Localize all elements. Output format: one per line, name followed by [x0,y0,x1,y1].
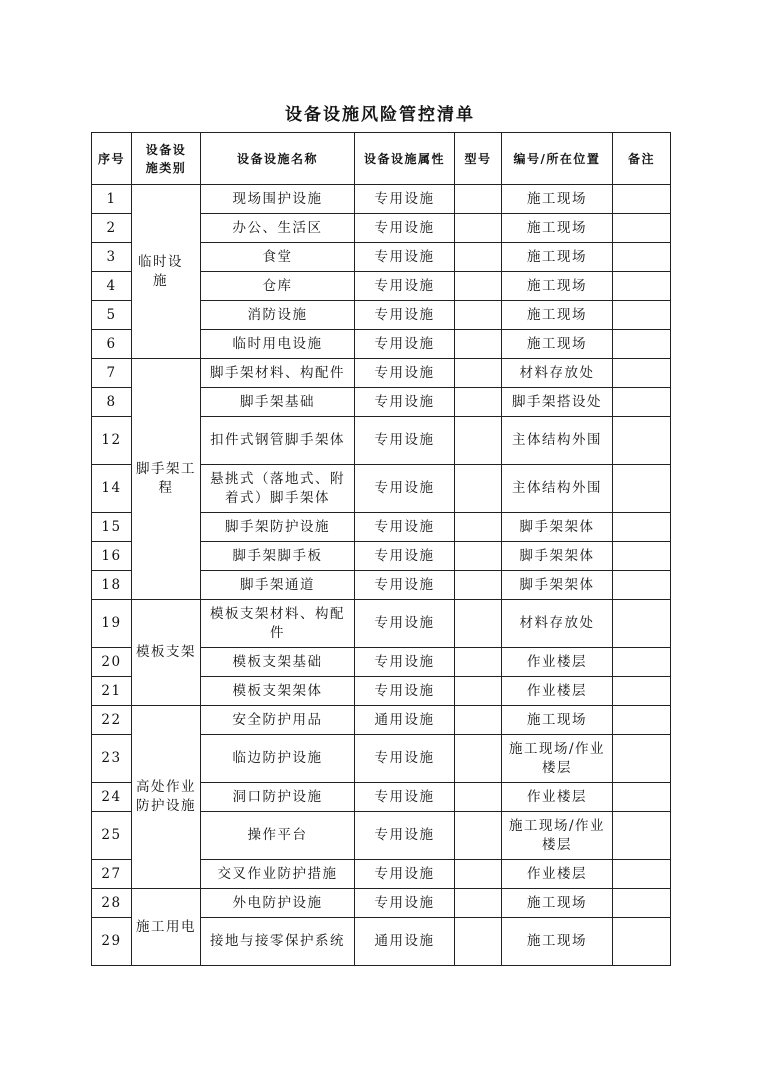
remark-cell [613,243,671,272]
row-serial-number: 23 [92,735,132,783]
remark-cell [613,185,671,214]
location-cell: 施工现场 [502,243,613,272]
location-cell: 作业楼层 [502,783,613,812]
facility-name-cell: 交叉作业防护措施 [201,860,355,889]
facility-attribute-cell: 专用设施 [355,272,455,301]
location-cell: 材料存放处 [502,600,613,648]
facility-attribute-cell: 专用设施 [355,214,455,243]
model-cell [455,272,502,301]
category-cell: 模板支架 [132,600,201,706]
category-cell: 临时设施 [132,185,201,359]
facility-name-cell: 脚手架基础 [201,388,355,417]
model-cell [455,513,502,542]
header-category-line: 施类别 [145,160,187,175]
header-name: 设备设施名称 [201,133,355,185]
facility-name-cell: 操作平台 [201,812,355,860]
row-serial-number: 1 [92,185,132,214]
header-remark: 备注 [613,133,671,185]
row-serial-number: 27 [92,860,132,889]
remark-cell [613,889,671,918]
facility-name-cell: 模板支架架体 [201,677,355,706]
facility-attribute-cell: 专用设施 [355,359,455,388]
row-serial-number: 14 [92,465,132,513]
remark-cell [613,272,671,301]
table-row [92,359,671,388]
location-cell: 作业楼层 [502,648,613,677]
remark-cell [613,860,671,889]
facility-name-cell: 临边防护设施 [201,735,355,783]
category-cell: 高处作业防护设施 [132,706,201,889]
model-cell [455,812,502,860]
model-cell [455,301,502,330]
facility-name-cell: 脚手架防护设施 [201,513,355,542]
facility-name-cell: 悬挑式（落地式、附着式）脚手架体 [201,465,355,513]
row-serial-number: 18 [92,571,132,600]
row-serial-number: 15 [92,513,132,542]
facility-attribute-cell: 专用设施 [355,889,455,918]
location-cell: 脚手架架体 [502,513,613,542]
facility-attribute-cell: 专用设施 [355,735,455,783]
location-cell: 施工现场 [502,918,613,966]
facility-attribute-cell: 通用设施 [355,918,455,966]
row-serial-number: 7 [92,359,132,388]
facility-name-cell: 模板支架基础 [201,648,355,677]
row-serial-number: 2 [92,214,132,243]
facility-attribute-cell: 专用设施 [355,542,455,571]
model-cell [455,214,502,243]
facility-name-cell: 模板支架材料、构配件 [201,600,355,648]
model-cell [455,243,502,272]
location-cell: 施工现场 [502,706,613,735]
row-serial-number: 21 [92,677,132,706]
location-cell: 主体结构外围 [502,417,613,465]
model-cell [455,388,502,417]
remark-cell [613,648,671,677]
row-serial-number: 22 [92,706,132,735]
facility-attribute-cell: 专用设施 [355,417,455,465]
row-serial-number: 24 [92,783,132,812]
facility-attribute-cell: 专用设施 [355,648,455,677]
header-category [132,133,201,185]
row-serial-number: 25 [92,812,132,860]
facility-attribute-cell: 专用设施 [355,677,455,706]
facility-name-cell: 接地与接零保护系统 [201,918,355,966]
model-cell [455,889,502,918]
facility-name-cell: 现场围护设施 [201,185,355,214]
facility-attribute-cell: 专用设施 [355,388,455,417]
table-row [92,706,671,735]
header-serial: 序号 [92,133,132,185]
category-cell: 脚手架工程 [132,359,201,600]
row-serial-number: 6 [92,330,132,359]
model-cell [455,918,502,966]
model-cell [455,330,502,359]
remark-cell [613,542,671,571]
remark-cell [613,783,671,812]
remark-cell [613,388,671,417]
location-cell: 脚手架架体 [502,542,613,571]
risk-control-table [91,132,671,966]
location-cell: 主体结构外围 [502,465,613,513]
table-row [92,889,671,918]
remark-cell [613,301,671,330]
model-cell [455,185,502,214]
row-serial-number: 3 [92,243,132,272]
model-cell [455,465,502,513]
facility-attribute-cell: 专用设施 [355,600,455,648]
header-model: 型号 [455,133,502,185]
remark-cell [613,465,671,513]
facility-attribute-cell: 专用设施 [355,243,455,272]
remark-cell [613,677,671,706]
facility-name-cell: 脚手架材料、构配件 [201,359,355,388]
model-cell [455,359,502,388]
remark-cell [613,330,671,359]
facility-attribute-cell: 专用设施 [355,860,455,889]
facility-name-cell: 仓库 [201,272,355,301]
table-row [92,185,671,214]
header-location: 编号/所在位置 [502,133,613,185]
remark-cell [613,812,671,860]
row-serial-number: 5 [92,301,132,330]
row-serial-number: 28 [92,889,132,918]
row-serial-number: 8 [92,388,132,417]
model-cell [455,706,502,735]
location-cell: 作业楼层 [502,677,613,706]
model-cell [455,571,502,600]
model-cell [455,600,502,648]
location-cell: 施工现场/作业楼层 [502,735,613,783]
remark-cell [613,571,671,600]
model-cell [455,783,502,812]
facility-name-cell: 办公、生活区 [201,214,355,243]
location-cell: 施工现场 [502,889,613,918]
facility-name-cell: 临时用电设施 [201,330,355,359]
document-title: 设备设施风险管控清单 [285,105,475,125]
location-cell: 施工现场 [502,214,613,243]
remark-cell [613,214,671,243]
location-cell: 施工现场/作业楼层 [502,812,613,860]
location-cell: 脚手架搭设处 [502,388,613,417]
facility-name-cell: 外电防护设施 [201,889,355,918]
facility-name-cell: 洞口防护设施 [201,783,355,812]
row-serial-number: 19 [92,600,132,648]
facility-attribute-cell: 专用设施 [355,465,455,513]
facility-attribute-cell: 专用设施 [355,330,455,359]
location-cell: 施工现场 [502,185,613,214]
remark-cell [613,918,671,966]
row-serial-number: 16 [92,542,132,571]
facility-name-cell: 消防设施 [201,301,355,330]
facility-attribute-cell: 专用设施 [355,513,455,542]
remark-cell [613,706,671,735]
facility-attribute-cell: 通用设施 [355,706,455,735]
location-cell: 材料存放处 [502,359,613,388]
table-header-row [92,133,671,185]
facility-attribute-cell: 专用设施 [355,812,455,860]
model-cell [455,542,502,571]
row-serial-number: 29 [92,918,132,966]
remark-cell [613,417,671,465]
model-cell [455,860,502,889]
table-body [92,185,671,966]
location-cell: 施工现场 [502,330,613,359]
location-cell: 作业楼层 [502,860,613,889]
facility-name-cell: 扣件式钢管脚手架体 [201,417,355,465]
facility-name-cell: 安全防护用品 [201,706,355,735]
facility-name-cell: 食堂 [201,243,355,272]
row-serial-number: 12 [92,417,132,465]
category-cell: 施工用电 [132,889,201,966]
model-cell [455,648,502,677]
model-cell [455,417,502,465]
row-serial-number: 20 [92,648,132,677]
facility-attribute-cell: 专用设施 [355,571,455,600]
remark-cell [613,359,671,388]
location-cell: 施工现场 [502,301,613,330]
facility-attribute-cell: 专用设施 [355,783,455,812]
facility-attribute-cell: 专用设施 [355,185,455,214]
remark-cell [613,600,671,648]
header-category-line: 设备设 [145,142,187,157]
model-cell [455,735,502,783]
model-cell [455,677,502,706]
location-cell: 施工现场 [502,272,613,301]
remark-cell [613,513,671,542]
facility-name-cell: 脚手架通道 [201,571,355,600]
header-attribute: 设备设施属性 [355,133,455,185]
facility-attribute-cell: 专用设施 [355,301,455,330]
facility-name-cell: 脚手架脚手板 [201,542,355,571]
row-serial-number: 4 [92,272,132,301]
remark-cell [613,735,671,783]
location-cell: 脚手架架体 [502,571,613,600]
table-row [92,600,671,648]
